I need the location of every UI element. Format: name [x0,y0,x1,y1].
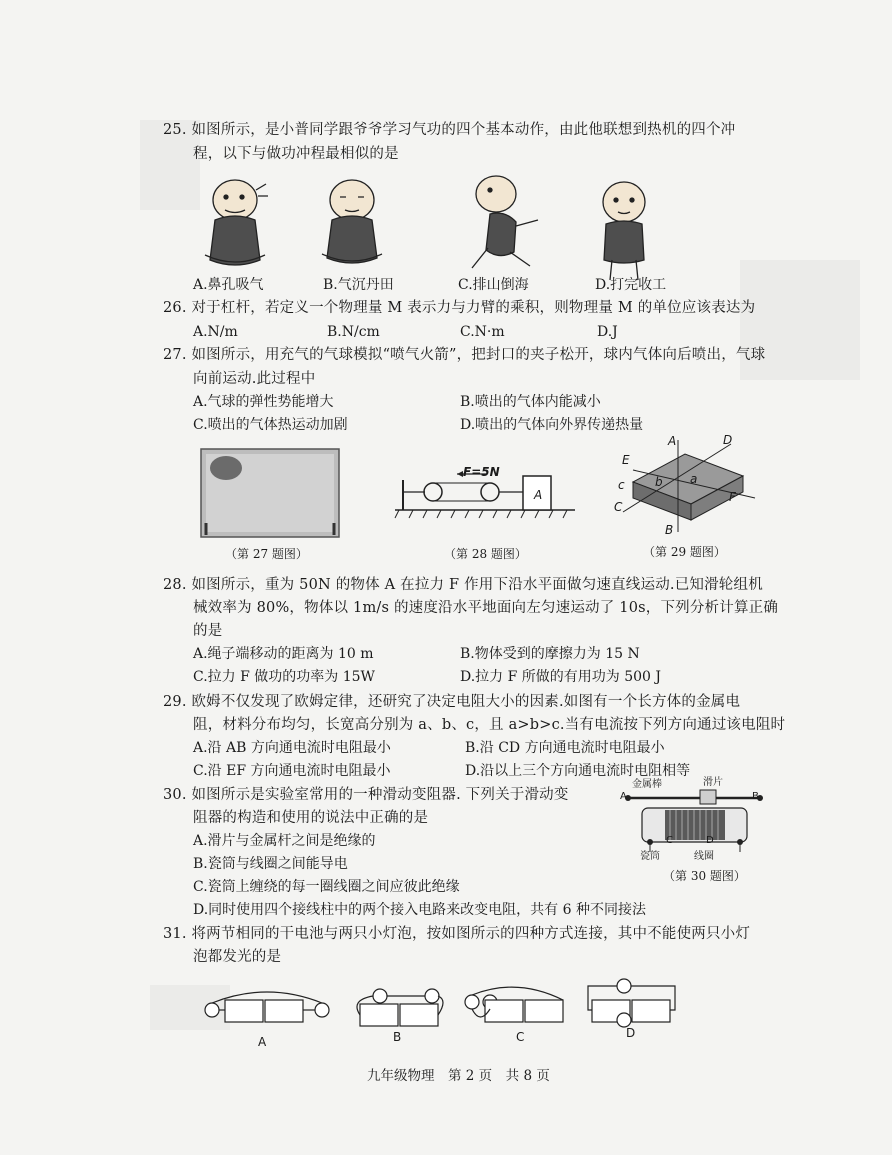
figure-b-meditation-icon [322,180,382,263]
figure29-label-e: E [622,453,630,467]
q27-stem-line2: 向前运动.此过程中 [193,371,316,387]
figure29-label-b: B [665,523,674,537]
figure28-block-label: A [534,488,543,502]
figure-a-breathing-icon [205,180,268,265]
q29-option-a: A.沿 AB 方向通电流时电阻最小 [193,740,391,756]
figure-c-push-icon [472,176,538,268]
figure31-circuits [200,980,700,1040]
q30-stem-line1: 30. 如图所示是实验室常用的一种滑动变阻器. 下列关于滑动变 [163,787,569,803]
figure29-label-b-small: b [655,475,663,489]
q27-option-b: B.喷出的气体内能减小 [460,394,601,410]
figure31-label-b: B [393,1030,402,1044]
figure29-cuboid-diagram [615,432,765,542]
q25-stem-line1: 25. 如图所示，是小普同学跟爷爷学习气功的四个基本动作，由此他联想到热机的四个冲 [163,122,736,138]
q29-option-d: D.沿以上三个方向通电流时电阻相等 [465,763,691,779]
figure31-label-c: C [516,1030,525,1044]
circuit-d [588,979,675,1027]
q25-stem-line2: 程，以下与做功冲程最相似的是 [193,146,399,162]
figure28-force-label: F=5N [463,465,500,479]
figure31-label-d: D [626,1026,636,1040]
figure29-label-a-small: a [690,472,698,486]
q27-option-a: A.气球的弹性势能增大 [193,394,334,410]
figure28-caption: （第 28 题图） [444,547,527,561]
figure30-label-coil: 线圈 [694,851,714,862]
q26-option-c: C.N·m [460,324,505,340]
q26-stem: 26. 对于杠杆，若定义一个物理量 M 表示力与力臂的乘积，则物理量 M 的单位应该表达为 [163,300,756,316]
figure30-label-d: D [706,835,714,846]
circuit-b [357,989,443,1026]
q25-option-b: B.气沉丹田 [323,277,394,293]
q31-stem-line2: 泡都发光的是 [193,949,282,965]
q28-stem-line3: 的是 [193,623,223,639]
q30-option-c: C.瓷筒上缠绕的每一圈线圈之间应彼此绝缘 [193,879,460,895]
q25-option-d: D.打完收工 [595,277,667,293]
q25-option-a: A.鼻孔吸气 [193,277,264,293]
figure30-label-metal-rod: 金属棒 [632,779,662,790]
q29-stem-line2: 阻，材料分布均匀，长宽高分别为 a、b、c，且 a>b>c.当有电流按下列方向通过该电阻时 [193,717,786,733]
q27-option-c: C.喷出的气体热运动加剧 [193,417,348,433]
q29-option-b: B.沿 CD 方向通电流时电阻最小 [465,740,665,756]
figure29-label-a: A [668,434,677,448]
figure30-caption: （第 30 题图） [663,869,746,883]
page-footer: 九年级物理 第 2 页 共 8 页 [367,1068,550,1084]
q29-stem-line1: 29. 欧姆不仅发现了欧姆定律，还研究了决定电阻大小的因素.如图有一个长方体的金属电 [163,694,741,710]
q27-stem-line1: 27. 如图所示，用充气的气球模拟“喷气火箭”，把封口的夹子松开，球内气体向后喷出，气球 [163,347,766,363]
q30-option-d: D.同时使用四个接线柱中的两个接入电路来改变电阻，共有 6 种不同接法 [193,902,646,918]
figure30-label-a: A [620,791,627,802]
figure29-label-d: D [723,433,733,447]
q30-option-a: A.滑片与金属杆之间是绝缘的 [193,833,376,849]
figure27-balloon-photo [200,448,340,538]
figure27-caption: （第 27 题图） [225,547,308,561]
q28-stem-line2: 械效率为 80%，物体以 1m/s 的速度沿水平地面向左匀速运动了 10s，下列分析计算正确 [193,600,779,616]
figure30-label-porcelain-tube: 瓷筒 [640,851,660,862]
figure29-label-c: C [614,500,623,514]
q31-stem-line1: 31. 将两节相同的干电池与两只小灯泡，按如图所示的四种方式连接，其中不能使两只小灯 [163,926,751,942]
q28-option-d: D.拉力 F 所做的有用功为 500 J [460,669,662,685]
q25-option-c: C.排山倒海 [458,277,529,293]
q30-stem-line2: 阻器的构造和使用的说法中正确的是 [193,810,429,826]
circuit-c [465,987,563,1022]
q28-option-b: B.物体受到的摩擦力为 15 N [460,646,640,662]
figure29-caption: （第 29 题图） [643,545,726,559]
q28-option-c: C.拉力 F 做功的功率为 15W [193,669,375,685]
q26-option-a: A.N/m [193,324,238,340]
q28-option-a: A.绳子端移动的距离为 10 m [193,646,374,662]
figure29-label-c-small: c [618,478,625,492]
figure30-label-slider: 滑片 [703,777,723,788]
q27-option-d: D.喷出的气体向外界传递热量 [460,417,644,433]
figure31-label-a: A [258,1035,267,1049]
figure29-label-f: F [729,490,736,504]
figure30-label-c: C [666,835,673,846]
circuit-a [205,992,329,1022]
q26-option-b: B.N/cm [327,324,380,340]
figure-d-finish-icon [603,182,645,280]
q30-option-b: B.瓷筒与线圈之间能导电 [193,856,348,872]
figure30-label-b: B [752,791,759,802]
q25-qigong-figures [0,170,892,290]
q26-option-d: D.J [597,324,618,340]
q29-option-c: C.沿 EF 方向通电流时电阻最小 [193,763,391,779]
q28-stem-line1: 28. 如图所示，重为 50N 的物体 A 在拉力 F 作用下沿水平面做匀速直线运动.已知滑轮组机 [163,577,763,593]
